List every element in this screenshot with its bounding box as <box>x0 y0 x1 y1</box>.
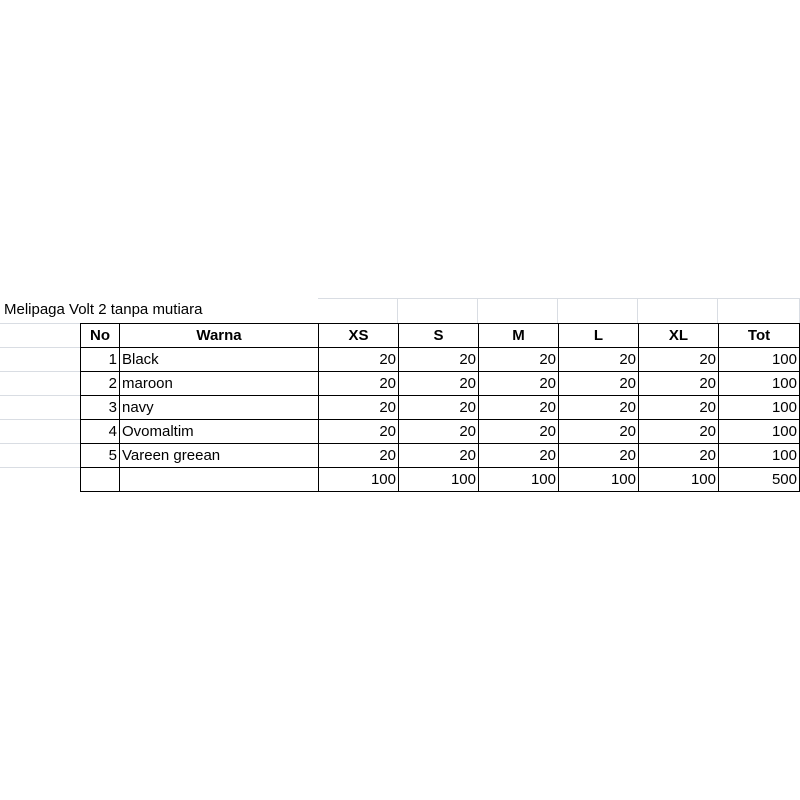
grid-cell[interactable] <box>478 298 558 323</box>
table-row <box>81 444 800 468</box>
cell-s[interactable]: 20 <box>399 372 479 396</box>
header-warna[interactable]: Warna <box>120 324 319 348</box>
sheet-title[interactable]: Melipaga Volt 2 tanpa mutiara <box>4 301 203 318</box>
cell-l[interactable]: 20 <box>559 348 639 372</box>
header-xs[interactable]: XS <box>319 324 399 348</box>
grid-cell[interactable] <box>0 419 80 443</box>
grid-cell[interactable] <box>0 371 80 395</box>
grid-cell[interactable] <box>638 298 718 323</box>
cell-xl[interactable]: 20 <box>639 444 719 468</box>
header-xl[interactable]: XL <box>639 324 719 348</box>
cell-l[interactable]: 20 <box>559 372 639 396</box>
grid-cell[interactable] <box>0 467 80 491</box>
grid-cell[interactable] <box>398 298 478 323</box>
grid-cell[interactable] <box>0 395 80 419</box>
grid-cell[interactable] <box>558 298 638 323</box>
header-l[interactable]: L <box>559 324 639 348</box>
cell-m[interactable]: 20 <box>479 420 559 444</box>
grid-cell[interactable] <box>0 443 80 467</box>
cell-l[interactable]: 20 <box>559 420 639 444</box>
cell-tot[interactable]: 100 <box>719 396 800 420</box>
data-table <box>80 323 800 492</box>
cell-m[interactable]: 20 <box>479 348 559 372</box>
cell-no[interactable]: 1 <box>81 348 120 372</box>
cell-m[interactable]: 20 <box>479 372 559 396</box>
grid-cell[interactable] <box>0 323 80 347</box>
grid-cell[interactable] <box>0 347 80 371</box>
table-row <box>81 372 800 396</box>
total-xs[interactable]: 100 <box>319 468 399 492</box>
cell-warna[interactable]: Vareen greean <box>120 444 319 468</box>
cell-no[interactable] <box>81 468 120 492</box>
cell-s[interactable]: 20 <box>399 420 479 444</box>
cell-no[interactable]: 4 <box>81 420 120 444</box>
cell-l[interactable]: 20 <box>559 444 639 468</box>
totals-row <box>81 468 800 492</box>
header-no[interactable]: No <box>81 324 120 348</box>
header-m[interactable]: M <box>479 324 559 348</box>
cell-s[interactable]: 20 <box>399 348 479 372</box>
cell-tot[interactable]: 100 <box>719 348 800 372</box>
cell-warna[interactable]: Ovomaltim <box>120 420 319 444</box>
header-tot[interactable]: Tot <box>719 324 800 348</box>
cell-xs[interactable]: 20 <box>319 372 399 396</box>
total-s[interactable]: 100 <box>399 468 479 492</box>
cell-tot[interactable]: 100 <box>719 444 800 468</box>
cell-m[interactable]: 20 <box>479 444 559 468</box>
cell-m[interactable]: 20 <box>479 396 559 420</box>
total-xl[interactable]: 100 <box>639 468 719 492</box>
cell-warna[interactable] <box>120 468 319 492</box>
cell-xl[interactable]: 20 <box>639 396 719 420</box>
cell-no[interactable]: 5 <box>81 444 120 468</box>
cell-xs[interactable]: 20 <box>319 444 399 468</box>
cell-tot[interactable]: 100 <box>719 372 800 396</box>
total-m[interactable]: 100 <box>479 468 559 492</box>
grand-total[interactable]: 500 <box>719 468 800 492</box>
table-row <box>81 396 800 420</box>
cell-l[interactable]: 20 <box>559 396 639 420</box>
grid-cell[interactable] <box>718 298 800 323</box>
table-row <box>81 420 800 444</box>
cell-s[interactable]: 20 <box>399 444 479 468</box>
cell-no[interactable]: 3 <box>81 396 120 420</box>
header-row <box>81 324 800 348</box>
total-l[interactable]: 100 <box>559 468 639 492</box>
cell-xs[interactable]: 20 <box>319 348 399 372</box>
header-s[interactable]: S <box>399 324 479 348</box>
cell-tot[interactable]: 100 <box>719 420 800 444</box>
table-row <box>81 348 800 372</box>
title-row <box>0 298 800 323</box>
cell-xs[interactable]: 20 <box>319 420 399 444</box>
cell-xs[interactable]: 20 <box>319 396 399 420</box>
cell-warna[interactable]: maroon <box>120 372 319 396</box>
grid-cell[interactable] <box>318 298 398 323</box>
cell-xl[interactable]: 20 <box>639 372 719 396</box>
cell-s[interactable]: 20 <box>399 396 479 420</box>
cell-no[interactable]: 2 <box>81 372 120 396</box>
cell-xl[interactable]: 20 <box>639 348 719 372</box>
cell-warna[interactable]: navy <box>120 396 319 420</box>
cell-xl[interactable]: 20 <box>639 420 719 444</box>
cell-warna[interactable]: Black <box>120 348 319 372</box>
